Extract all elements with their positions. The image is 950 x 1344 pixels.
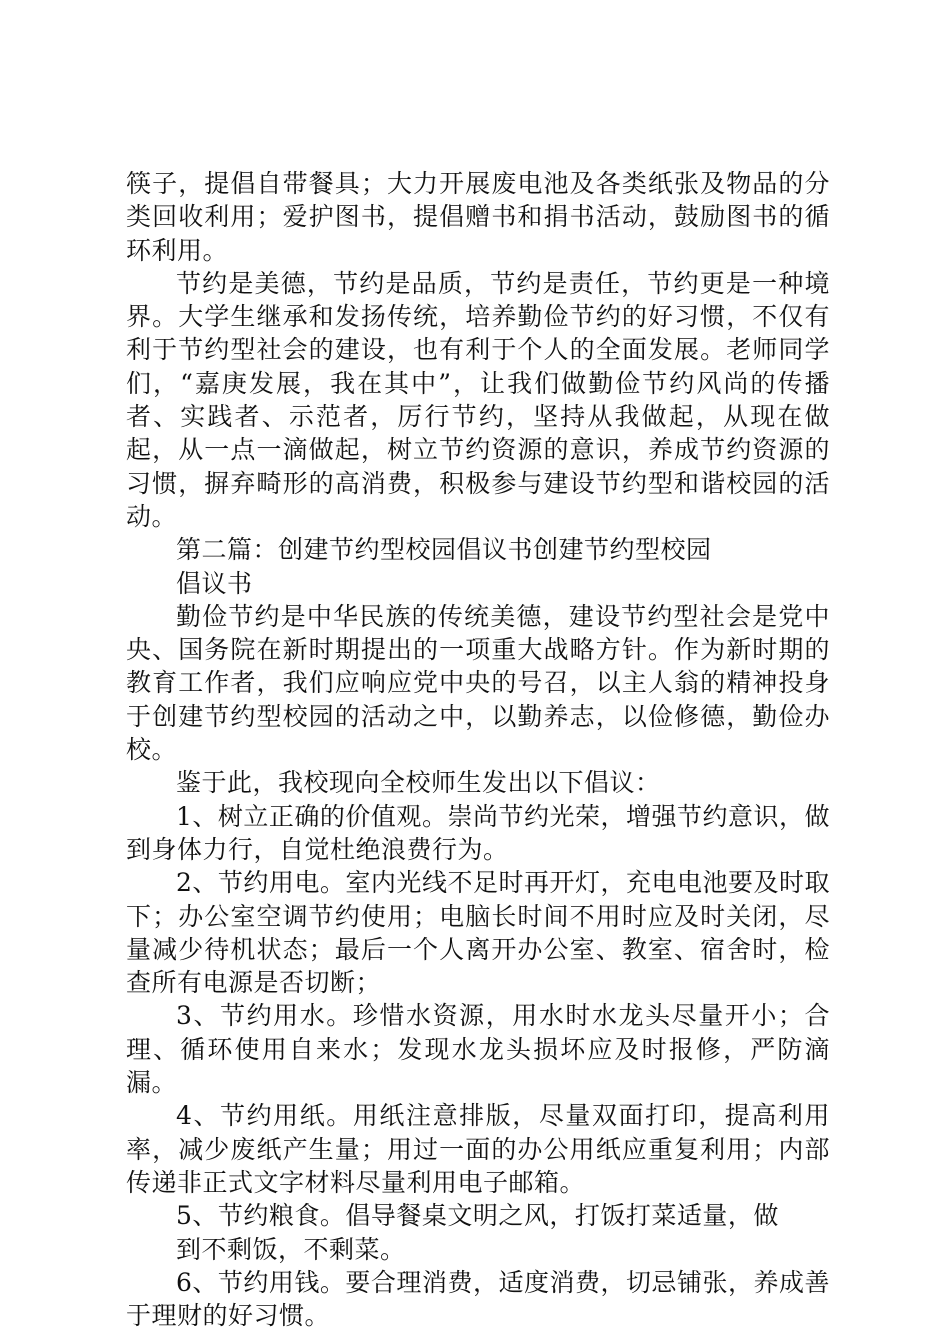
document-body	[126, 167, 830, 1332]
proposal-item-5: 5、节约粮食。倡导餐桌文明之风，打饭打菜适量，做	[176, 1201, 779, 1231]
paragraph-continuation: 筷子，提倡自带餐具；大力开展废电池及各类纸张及物品的分类回收利用；爱护图书，提倡赠书和捐书活动，鼓励图书的循环利用。	[126, 169, 830, 265]
proposal-item-3: 3、节约用水。珍惜水资源，用水时水龙头尽量开小；合理、循环使用自来水；发现水龙头损坏应及时报修，严防滴漏。	[126, 1001, 830, 1098]
paragraph-proposal-lead: 鉴于此，我校现向全校师生发出以下倡议：	[176, 768, 661, 798]
proposal-item-6: 6、节约用钱。要合理消费，适度消费，切忌铺张，养成善于理财的好习惯。	[126, 1267, 830, 1331]
proposal-item-5-continued: 到不剩饭，不剩菜。	[176, 1234, 406, 1264]
section-heading: 第二篇：创建节约型校园倡议书创建节约型校园	[176, 535, 712, 565]
proposal-item-2: 2、节约用电。室内光线不足时再开灯，充电电池要及时取下；办公室空调节约使用；电脑长时间不用时应及时关闭，尽量减少待机状态；最后一个人离开办公室、教室、宿舍时，检查所有电源是否切断；	[126, 868, 830, 998]
section-subheading: 倡议书	[176, 568, 253, 598]
paragraph-frugality-virtue: 节约是美德，节约是品质，节约是责任，节约更是一种境界。大学生继承和发扬传统，培养勤俭节约的好习惯，不仅有利于节约型社会的建设，也有利于个人的全面发展。老师同学们，“嘉庚发展，我在其中”，让我们做勤俭节约风尚的传播者、实践者、示范者，厉行节约，坚持从我做起，从现在做起，从一点一滴做起，树立节约资源的意识，养成节约资源的习惯，摒弃畸形的高消费，积极参与建设节约型和谐校园的活动。	[126, 268, 830, 531]
proposal-item-4: 4、节约用纸。用纸注意排版，尽量双面打印，提高利用率，减少废纸产生量；用过一面的办公用纸应重复利用；内部传递非正式文字材料尽量利用电子邮箱。	[126, 1101, 830, 1197]
paragraph-intro: 勤俭节约是中华民族的传统美德，建设节约型社会是党中央、国务院在新时期提出的一项重大战略方针。作为新时期的教育工作者，我们应响应党中央的号召，以主人翁的精神投身于创建节约型校园的活动之中，以勤养志，以俭修德，勤俭办校。	[126, 601, 830, 765]
proposal-item-1: 1、树立正确的价值观。崇尚节约光荣，增强节约意识，做到身体力行，自觉杜绝浪费行为。	[126, 801, 830, 864]
